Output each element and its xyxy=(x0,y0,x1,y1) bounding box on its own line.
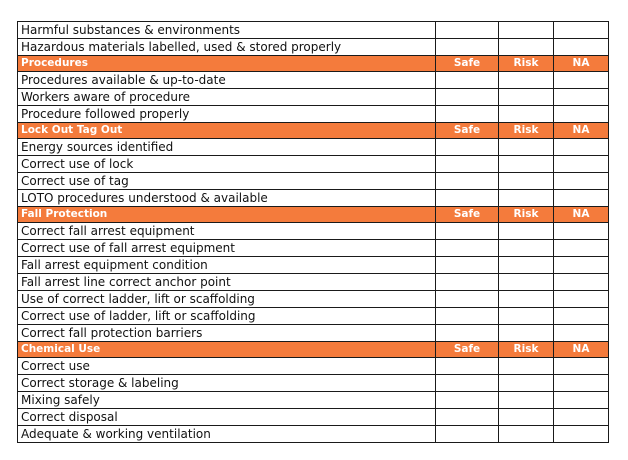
item-label: Procedures available & up-to-date xyxy=(18,72,436,89)
risk-checkbox-cell[interactable] xyxy=(499,291,554,308)
na-checkbox-cell[interactable] xyxy=(554,190,609,207)
risk-column-header: Risk xyxy=(499,342,554,358)
item-label: Correct fall arrest equipment xyxy=(18,223,436,240)
safe-checkbox-cell[interactable] xyxy=(436,190,499,207)
table-row xyxy=(18,358,609,375)
table-row xyxy=(18,190,609,207)
table-row xyxy=(18,139,609,156)
na-column-header: NA xyxy=(554,342,609,358)
item-label: Correct use of tag xyxy=(18,173,436,190)
safe-checkbox-cell[interactable] xyxy=(436,223,499,240)
section-title: Chemical Use xyxy=(18,342,436,358)
section-header-chemical-use xyxy=(18,342,609,358)
risk-checkbox-cell[interactable] xyxy=(499,358,554,375)
safe-column-header: Safe xyxy=(436,207,499,223)
safe-checkbox-cell[interactable] xyxy=(436,409,499,426)
safe-checkbox-cell[interactable] xyxy=(436,358,499,375)
table-row xyxy=(18,325,609,342)
safe-checkbox-cell[interactable] xyxy=(436,308,499,325)
na-checkbox-cell[interactable] xyxy=(554,89,609,106)
risk-checkbox-cell[interactable] xyxy=(499,308,554,325)
na-checkbox-cell[interactable] xyxy=(554,139,609,156)
safe-checkbox-cell[interactable] xyxy=(436,274,499,291)
safe-checkbox-cell[interactable] xyxy=(436,22,499,39)
section-title: Lock Out Tag Out xyxy=(18,123,436,139)
item-label: Correct storage & labeling xyxy=(18,375,436,392)
risk-checkbox-cell[interactable] xyxy=(499,426,554,443)
table-row xyxy=(18,426,609,443)
table-row xyxy=(18,392,609,409)
table-row xyxy=(18,173,609,190)
table-row xyxy=(18,39,609,56)
risk-checkbox-cell[interactable] xyxy=(499,89,554,106)
na-checkbox-cell[interactable] xyxy=(554,39,609,56)
item-label: Correct use of fall arrest equipment xyxy=(18,240,436,257)
risk-checkbox-cell[interactable] xyxy=(499,22,554,39)
risk-checkbox-cell[interactable] xyxy=(499,39,554,56)
table-row xyxy=(18,375,609,392)
item-label: Mixing safely xyxy=(18,392,436,409)
safe-checkbox-cell[interactable] xyxy=(436,257,499,274)
risk-checkbox-cell[interactable] xyxy=(499,375,554,392)
item-label: Correct fall protection barriers xyxy=(18,325,436,342)
risk-checkbox-cell[interactable] xyxy=(499,274,554,291)
risk-checkbox-cell[interactable] xyxy=(499,72,554,89)
safe-column-header: Safe xyxy=(436,342,499,358)
na-checkbox-cell[interactable] xyxy=(554,240,609,257)
risk-checkbox-cell[interactable] xyxy=(499,325,554,342)
safe-checkbox-cell[interactable] xyxy=(436,375,499,392)
table-row xyxy=(18,291,609,308)
na-checkbox-cell[interactable] xyxy=(554,257,609,274)
safe-checkbox-cell[interactable] xyxy=(436,156,499,173)
section-title: Fall Protection xyxy=(18,207,436,223)
item-label: Adequate & working ventilation xyxy=(18,426,436,443)
risk-checkbox-cell[interactable] xyxy=(499,106,554,123)
na-column-header: NA xyxy=(554,123,609,139)
table-row xyxy=(18,308,609,325)
table-row xyxy=(18,22,609,39)
na-checkbox-cell[interactable] xyxy=(554,274,609,291)
na-checkbox-cell[interactable] xyxy=(554,291,609,308)
table-row xyxy=(18,409,609,426)
safe-checkbox-cell[interactable] xyxy=(436,426,499,443)
safe-checkbox-cell[interactable] xyxy=(436,72,499,89)
safe-checkbox-cell[interactable] xyxy=(436,173,499,190)
safe-column-header: Safe xyxy=(436,56,499,72)
section-header-procedures xyxy=(18,56,609,72)
table-row xyxy=(18,89,609,106)
na-checkbox-cell[interactable] xyxy=(554,106,609,123)
risk-checkbox-cell[interactable] xyxy=(499,240,554,257)
na-column-header: NA xyxy=(554,207,609,223)
safe-checkbox-cell[interactable] xyxy=(436,106,499,123)
item-label: Correct disposal xyxy=(18,409,436,426)
safe-checkbox-cell[interactable] xyxy=(436,291,499,308)
section-header-fall-protection xyxy=(18,207,609,223)
risk-checkbox-cell[interactable] xyxy=(499,190,554,207)
na-checkbox-cell[interactable] xyxy=(554,426,609,443)
item-label: Fall arrest equipment condition xyxy=(18,257,436,274)
na-checkbox-cell[interactable] xyxy=(554,375,609,392)
item-label: Harmful substances & environments xyxy=(18,22,436,39)
risk-checkbox-cell[interactable] xyxy=(499,392,554,409)
item-label: Procedure followed properly xyxy=(18,106,436,123)
risk-checkbox-cell[interactable] xyxy=(499,257,554,274)
risk-column-header: Risk xyxy=(499,123,554,139)
section-header-lockout-tagout xyxy=(18,123,609,139)
risk-checkbox-cell[interactable] xyxy=(499,156,554,173)
safe-checkbox-cell[interactable] xyxy=(436,325,499,342)
na-checkbox-cell[interactable] xyxy=(554,308,609,325)
item-label: Use of correct ladder, lift or scaffolding xyxy=(18,291,436,308)
safe-checkbox-cell[interactable] xyxy=(436,240,499,257)
na-checkbox-cell[interactable] xyxy=(554,409,609,426)
na-checkbox-cell[interactable] xyxy=(554,325,609,342)
na-checkbox-cell[interactable] xyxy=(554,392,609,409)
safe-checkbox-cell[interactable] xyxy=(436,392,499,409)
table-row xyxy=(18,156,609,173)
risk-checkbox-cell[interactable] xyxy=(499,409,554,426)
table-row xyxy=(18,106,609,123)
safety-checklist xyxy=(17,21,609,443)
risk-column-header: Risk xyxy=(499,207,554,223)
item-label: Fall arrest line correct anchor point xyxy=(18,274,436,291)
item-label: LOTO procedures understood & available xyxy=(18,190,436,207)
table-row xyxy=(18,72,609,89)
item-label: Correct use of lock xyxy=(18,156,436,173)
na-checkbox-cell[interactable] xyxy=(554,156,609,173)
table-row xyxy=(18,257,609,274)
risk-checkbox-cell[interactable] xyxy=(499,223,554,240)
na-checkbox-cell[interactable] xyxy=(554,22,609,39)
risk-checkbox-cell[interactable] xyxy=(499,173,554,190)
item-label: Energy sources identified xyxy=(18,139,436,156)
table-row xyxy=(18,240,609,257)
risk-column-header: Risk xyxy=(499,56,554,72)
item-label: Workers aware of procedure xyxy=(18,89,436,106)
na-column-header: NA xyxy=(554,56,609,72)
na-checkbox-cell[interactable] xyxy=(554,358,609,375)
safe-checkbox-cell[interactable] xyxy=(436,39,499,56)
na-checkbox-cell[interactable] xyxy=(554,72,609,89)
checklist-table xyxy=(17,21,609,443)
na-checkbox-cell[interactable] xyxy=(554,173,609,190)
safe-checkbox-cell[interactable] xyxy=(436,89,499,106)
table-row xyxy=(18,223,609,240)
item-label: Correct use of ladder, lift or scaffolding xyxy=(18,308,436,325)
safe-checkbox-cell[interactable] xyxy=(436,139,499,156)
safe-column-header: Safe xyxy=(436,123,499,139)
item-label: Correct use xyxy=(18,358,436,375)
item-label: Hazardous materials labelled, used & stored properly xyxy=(18,39,436,56)
table-row xyxy=(18,274,609,291)
risk-checkbox-cell[interactable] xyxy=(499,139,554,156)
section-title: Procedures xyxy=(18,56,436,72)
na-checkbox-cell[interactable] xyxy=(554,223,609,240)
